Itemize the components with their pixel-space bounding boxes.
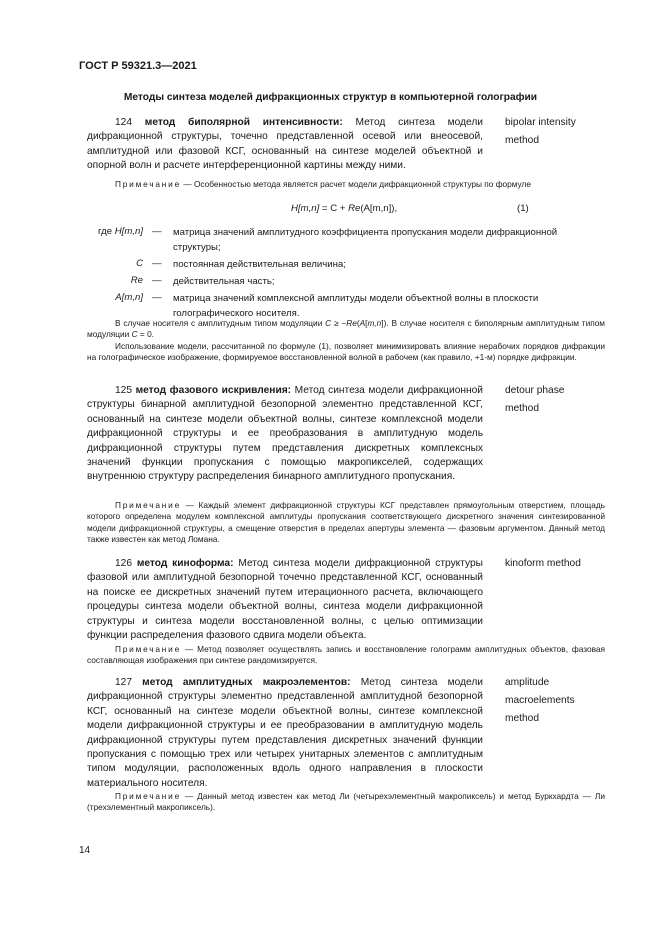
note-127 [87, 791, 605, 814]
note-126 [87, 644, 605, 667]
definition-text: матрица значений амплитудного коэффициента пропускания модели дифракционной структуры; [173, 227, 558, 253]
english-line: method [505, 713, 539, 724]
term-number: 124 [115, 117, 132, 128]
note-label: Примечание [115, 179, 182, 189]
formula [291, 203, 397, 214]
definition-text: постоянная действительная величина; [173, 259, 346, 270]
note-text: — Метод позволяет осуществлять запись и восстановление голограмм амплитудных объектов, фазовая составляющая изображения при синтезе рандомизируется. [87, 644, 605, 666]
english-line: amplitude [505, 677, 550, 688]
formula-number: (1) [517, 203, 529, 214]
english-line: method [505, 135, 539, 146]
definition-symbol: Re [130, 275, 143, 286]
term-124-english [505, 114, 615, 150]
term-126 [87, 557, 483, 643]
term-number: 125 [115, 385, 132, 396]
standard-designation: ГОСТ Р 59321.3—2021 [79, 60, 197, 72]
formula-re: Re [348, 203, 361, 214]
term-name: метод киноформа: [136, 558, 234, 569]
term-name: метод биполярной интенсивности: [144, 117, 343, 128]
term-number: 127 [115, 677, 132, 688]
definition-row [87, 275, 605, 292]
definition-dash: — [152, 292, 162, 303]
note-label: Примечание [115, 500, 182, 510]
section-title: Методы синтеза моделей дифракционных структур в компьютерной голографии [123, 92, 538, 103]
term-126-english [505, 555, 615, 573]
note-label: Примечание [115, 644, 182, 654]
english-line: bipolar intensity [505, 117, 576, 128]
term-124 [87, 116, 483, 174]
term-125 [87, 384, 483, 485]
definition-dash: — [152, 275, 162, 286]
term-127-english [505, 674, 615, 728]
english-line: macroelements [505, 695, 575, 706]
english-line: detour phase [505, 385, 565, 396]
note-text: — Данный метод известен как метод Ли (четырехэлементный макропиксель) и метод Буркхардта — Ли (трехэлементный макропиксель). [87, 791, 605, 813]
symbol-definitions [87, 226, 605, 324]
note-125 [87, 500, 605, 545]
term-name: метод амплитудных макроэлементов: [142, 677, 351, 688]
definition-row [87, 226, 605, 258]
definition-dash: — [152, 226, 162, 237]
definition-dash: — [152, 258, 162, 269]
term-name: метод фазового искривления: [135, 385, 292, 396]
term-127 [87, 676, 483, 791]
english-line: method [505, 403, 539, 414]
definition-text: матрица значений комплексной амплитуды модели объектной волны в плоскости голографического носителя. [173, 293, 539, 319]
definition-symbol: где H[m,n] [98, 226, 143, 237]
english-line: kinoform method [505, 558, 581, 569]
definition-text: действительная часть; [173, 276, 275, 287]
term-number: 126 [115, 558, 132, 569]
term-definition: Метод синтеза модели дифракционной структуры, точечно представленной осевой или внеосевой, амплитудной или фазовой КСГ, основанный на синтезе моделей объектной и опорной волн и расчете интерференционной картины между ними. [87, 117, 483, 172]
note-text: — Каждый элемент дифракционной структуры КСГ представлен прямоугольным отверстием, площадь которого определена модулем комплексной амплитуды пропускания соответствующего дискретного значения синтезированной модели дифракционной структуры, а смещение отверстия в пределах апертуры элемента — фазовым аргументом. Данный метод также известен как метод Ломана. [87, 500, 605, 544]
note-124 [87, 179, 605, 190]
definition-symbol: C [136, 258, 143, 269]
definition-row [87, 258, 605, 275]
term-definition: Метод синтеза модели дифракционной структуры элементно представленной амплитудной безопорной КСГ, основанный на синтезе модели объектной волны, синтезе комплексной модели дифракционной структуры и ее преобразовании в амплитудную модель дифракционной структуры путем представления дискретных значений функции пропускания с помощью трех или четырех унитарных элементов с амплитудным типом модуляции, расположенных вдоль одного направления в плоскости материального носителя. [87, 677, 483, 789]
page-number: 14 [79, 845, 91, 856]
formula-lhs: H[m,n] [291, 203, 320, 214]
note-124-paragraph-1: В случае носителя с амплитудным типом модуляции C ≥ −Re(A[m,n]). В случае носителя с биполярным амплитудным типом модуляции C = 0. [87, 318, 606, 340]
definition-symbol: A[m,n] [115, 292, 143, 303]
term-definition: Метод синтеза модели дифракционной структуры фазовой или амплитудной безопорной точечно представленной КСГ, основанный на поиске ее дискретных значений путем итерационного расчета, включающего процедуры синтеза модели объектной волны, синтеза модели дифракционной структуры и синтеза модели восстановленной волны, с целью оптимизации функции распределения фазового сдвига модели объекта. [87, 558, 484, 642]
term-definition: Метод синтеза модели дифракционной структуры бинарной амплитудной безопорной элементно представленной КСГ, основанный на синтезе модели объектной волны, синтезе комплексной модели дифракционной структуры и ее преобразования в амплитудную модель дифракционной структуры путем представления дискретных комплексных значений функции пропускания с помощью макропикселей, содержащих внутреннюю структуру распределения бинарного амплитудного пропускания. [87, 385, 483, 483]
note-124-paragraph-2: Использование модели, рассчитанной по формуле (1), позволяет минимизировать влияние нерабочих порядков дифракции на голографическое изображение, формируемое восстановленной волной в рабочем (как правило, +1-м) порядке дифракции. [87, 341, 605, 363]
note-text: — Особенностью метода является расчет модели дифракционной структуры по формуле [181, 179, 531, 189]
formula-rhs: (A[m,n]), [360, 203, 398, 214]
where-word: где [98, 226, 113, 237]
formula-middle: = C + [319, 203, 349, 214]
note-label: Примечание [115, 791, 182, 801]
term-125-english [505, 382, 615, 418]
